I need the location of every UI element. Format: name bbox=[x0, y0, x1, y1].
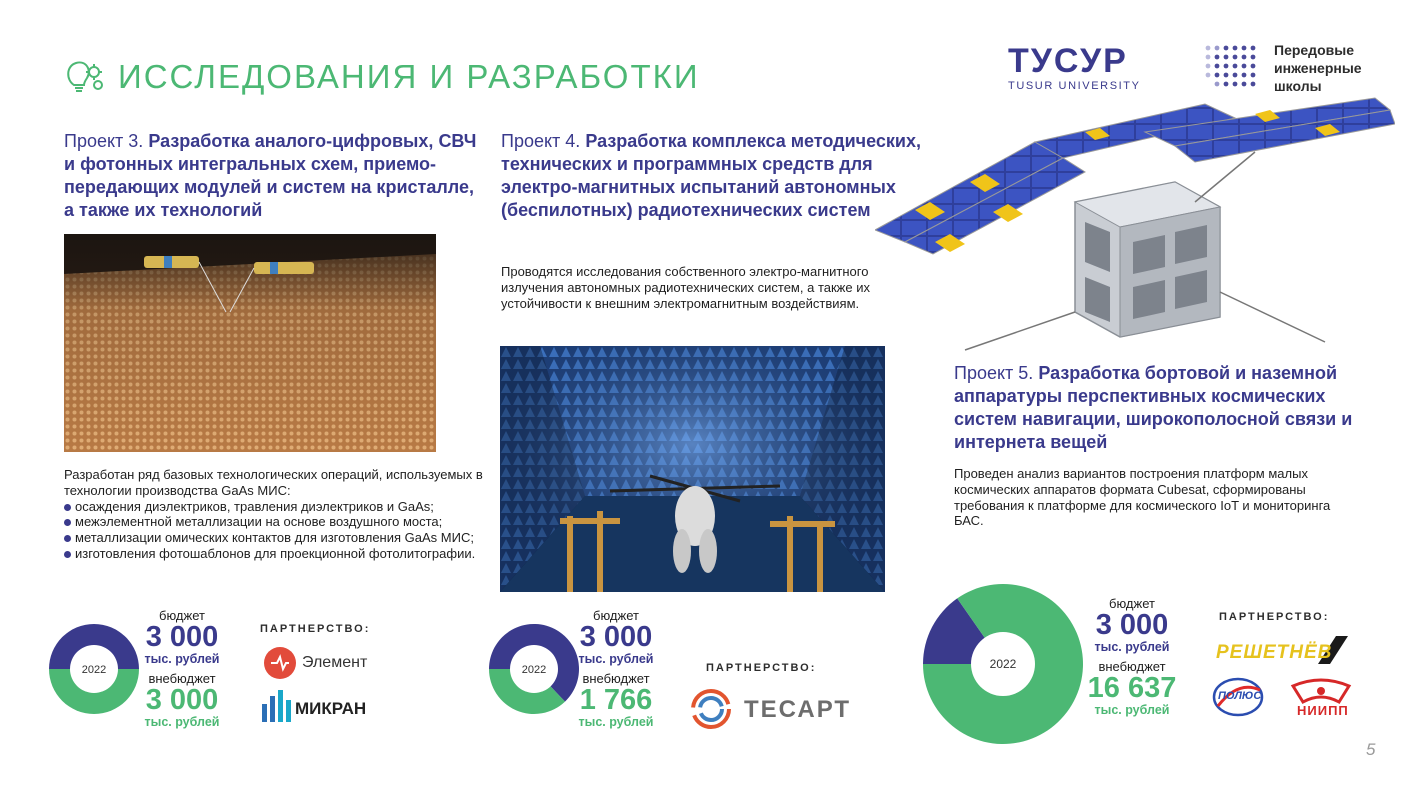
project5-title: Разработка бортовой и наземной аппаратуры перспективных космических систем навигации, широкополосной связи и интернета вещей bbox=[954, 363, 1353, 452]
element-brain-icon bbox=[262, 645, 298, 681]
project4-number: Проект 4. bbox=[501, 131, 581, 151]
pish-text-line2: инженерные bbox=[1274, 60, 1362, 76]
project3-intro: Разработан ряд базовых технологических операций, используемых в технологии производства GaAs МИС: bbox=[64, 467, 483, 498]
list-item: металлизации омических контактов для изготовления GaAs МИС; bbox=[64, 530, 484, 546]
project3-budget-unit: тыс. рублей bbox=[144, 652, 220, 666]
reshetnev-partner-name: РЕШЕТНЁВ bbox=[1216, 642, 1333, 663]
niipp-emblem-icon bbox=[1289, 678, 1353, 704]
project3-description bbox=[64, 467, 484, 562]
project3-chip-wafer-photo bbox=[64, 234, 436, 452]
page-number: 5 bbox=[1366, 740, 1376, 759]
pish-text-line1: Передовые bbox=[1274, 42, 1354, 58]
project3-extra-value: 3 000 bbox=[145, 684, 219, 716]
project3-extra-unit: тыс. рублей bbox=[144, 715, 220, 729]
project4-extra-unit: тыс. рублей bbox=[578, 715, 654, 729]
tesart-rings-icon bbox=[690, 688, 732, 730]
page-title: ИССЛЕДОВАНИЯ И РАЗРАБОТКИ bbox=[118, 58, 700, 95]
list-item: изготовления фотошаблонов для проекционной фотолитографии. bbox=[64, 546, 484, 562]
element-partner-name: Элемент bbox=[302, 654, 368, 671]
project4-extra-label: внебюджет bbox=[582, 671, 650, 686]
project4-donut-chart bbox=[488, 623, 580, 715]
niipp-partner-logo bbox=[1283, 678, 1361, 722]
project4-title: Разработка комплекса методических, технических и программных средств для электро-магнитных испытаний автономных (беспилотных) радиотехнических систем bbox=[501, 131, 921, 220]
pish-text-line3: школы bbox=[1274, 78, 1322, 94]
project5-extra-value: 16 637 bbox=[1087, 672, 1177, 704]
project3-budget-label: бюджет bbox=[159, 608, 205, 623]
mikran-bars-icon bbox=[262, 690, 292, 722]
tusur-logo-subtitle: TUSUR UNIVERSITY bbox=[1008, 80, 1141, 92]
project4-extra-value: 1 766 bbox=[579, 684, 653, 716]
reshetnev-partner-logo bbox=[1216, 636, 1356, 666]
mikran-partner-logo bbox=[262, 690, 382, 724]
project3-partners-label: ПАРТНЕРСТВО: bbox=[260, 623, 371, 635]
project5-donut-year: 2022 bbox=[989, 657, 1017, 671]
tesart-partner-name: ТЕСАРТ bbox=[744, 696, 852, 723]
project4-budget-block bbox=[574, 608, 658, 729]
project3-donut-year: 2022 bbox=[81, 664, 107, 676]
project3-donut-chart bbox=[48, 623, 140, 715]
project5-description: Проведен анализ вариантов построения платформ малых космических аппаратов формата Cubesat, сформированы требования к платформе для космического IoT и мониторинга БАС. bbox=[954, 466, 1331, 529]
project5-budget-unit: тыс. рублей bbox=[1094, 640, 1170, 654]
cubesat-satellite-image bbox=[875, 92, 1395, 354]
project3-extra-label: внебюджет bbox=[148, 671, 216, 686]
project5-number: Проект 5. bbox=[954, 363, 1034, 383]
research-gears-icon bbox=[62, 58, 106, 98]
project3-budget-block bbox=[140, 608, 224, 729]
project4-donut-year: 2022 bbox=[521, 664, 547, 676]
tusur-logo bbox=[1008, 44, 1158, 94]
project4-budget-unit: тыс. рублей bbox=[578, 652, 654, 666]
element-partner-logo bbox=[262, 645, 384, 683]
niipp-partner-name: НИИПП bbox=[1297, 703, 1349, 718]
project5-budget-label: бюджет bbox=[1109, 596, 1155, 611]
project3-heading bbox=[64, 130, 484, 222]
project5-extra-label: внебюджет bbox=[1098, 659, 1166, 674]
polyus-partner-name: ПОЛЮС bbox=[1218, 690, 1262, 702]
project5-partners-label: ПАРТНЕРСТВО: bbox=[1219, 611, 1330, 623]
tesart-partner-logo bbox=[690, 688, 860, 730]
project5-budget-block bbox=[1086, 596, 1178, 717]
project4-budget-value: 3 000 bbox=[579, 621, 653, 653]
mikran-partner-name: МИКРАН bbox=[295, 699, 367, 718]
project5-heading bbox=[954, 362, 1384, 454]
tusur-logo-word: ТУСУР bbox=[1008, 42, 1128, 80]
pish-school-logo-text bbox=[1274, 41, 1384, 95]
project3-title: Разработка аналого-цифровых, СВЧ и фотонных интегральных схем, приемо-передающих модулей и систем на кристалле, а также их технологий bbox=[64, 131, 477, 220]
project5-donut-chart bbox=[922, 583, 1084, 745]
project4-anechoic-chamber-photo bbox=[500, 346, 885, 592]
project4-partners-label: ПАРТНЕРСТВО: bbox=[706, 662, 817, 674]
project5-budget-value: 3 000 bbox=[1095, 609, 1169, 641]
project5-extra-unit: тыс. рублей bbox=[1094, 703, 1170, 717]
project4-budget-label: бюджет bbox=[593, 608, 639, 623]
list-item: межэлементной металлизации на основе воздушного моста; bbox=[64, 514, 484, 530]
project3-bullet-list bbox=[64, 499, 484, 562]
polyus-partner-logo bbox=[1210, 676, 1268, 718]
pish-dots-logo-icon bbox=[1204, 44, 1256, 92]
list-item: осаждения диэлектриков, травления диэлектриков и GaAs; bbox=[64, 499, 484, 515]
project4-description: Проводятся исследования собственного электро-магнитного излучения автономных радиотехнических систем, а также их устойчивости к внешним электромагнитным воздействиям. bbox=[501, 264, 870, 311]
project3-budget-value: 3 000 bbox=[145, 621, 219, 653]
project3-number: Проект 3. bbox=[64, 131, 144, 151]
